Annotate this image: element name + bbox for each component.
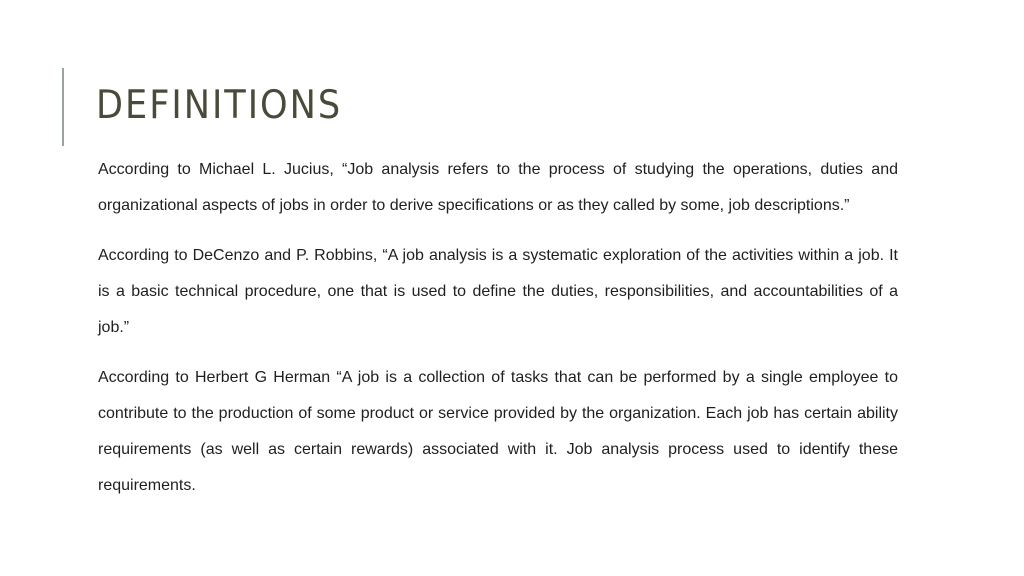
definition-paragraph-jucius: According to Michael L. Jucius, “Job analysis refers to the process of studying the operations, duties and organizational aspects of jobs in order to derive specifications or as they called by some, job descriptions.”	[98, 161, 898, 214]
definition-paragraph-herman: According to Herbert G Herman “A job is a collection of tasks that can be performed by a single employee to contribute to the production of some product or service provided by the organization. Each job has certain ability requirements (as well as certain rewards) associated with it. Job analysis process used to identify these requirements.	[98, 369, 898, 494]
definition-paragraph-decenzo-robbins: According to DeCenzo and P. Robbins, “A job analysis is a systematic exploration of the activities within a job. It is a basic technical procedure, one that is used to define the duties, responsibilities, and accountabilities of a job.”	[98, 247, 898, 336]
slide-title: DEFINITIONS	[96, 83, 343, 128]
title-accent-bar	[62, 68, 64, 146]
slide-body	[98, 152, 898, 518]
